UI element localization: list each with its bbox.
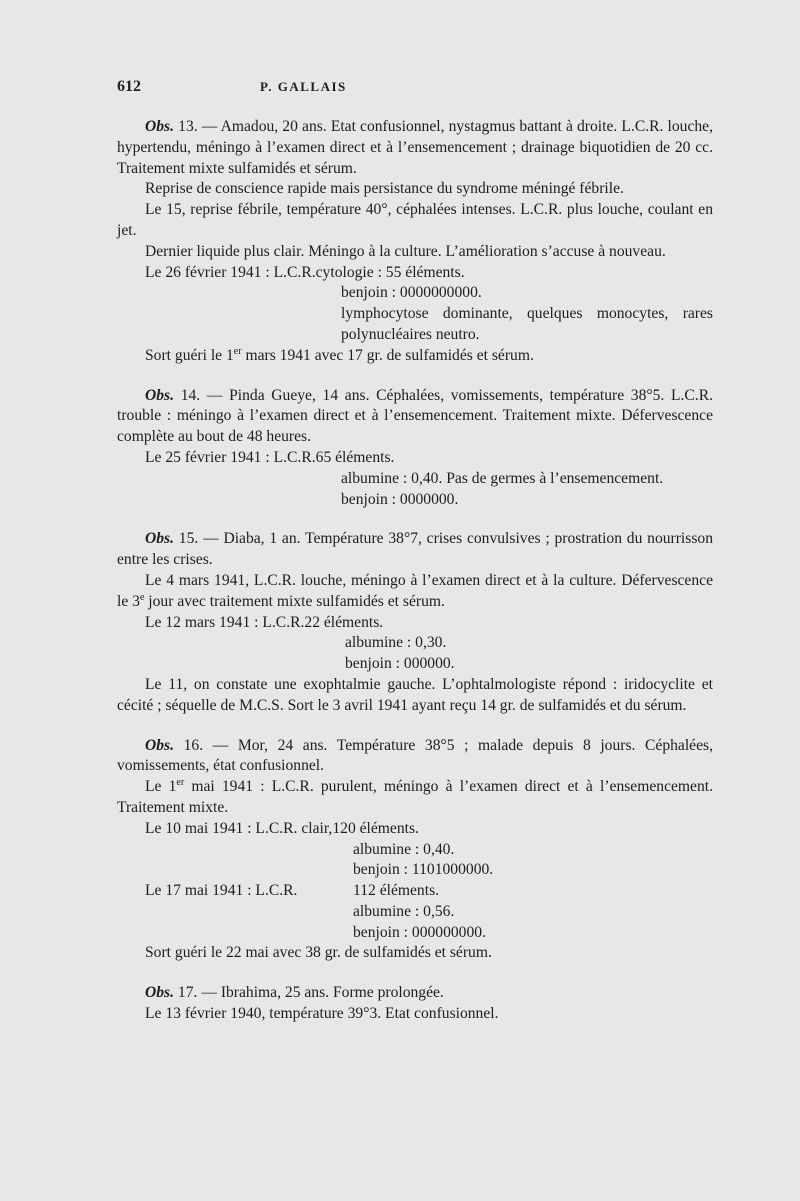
lab-result <box>145 263 713 346</box>
lab-result <box>145 819 713 881</box>
obs-label: Obs. <box>145 118 175 135</box>
paragraph: Le 11, on constate une exophtalmie gauche. L’ophtalmologiste répond : iridocyclite et cécité ; séquelle de M.C.S. Sort le 3 avril 1941 ayant reçu 14 gr. de sulfamidés et du sérum. <box>117 675 713 714</box>
paragraph <box>117 983 713 1004</box>
lab-value: albumine : 0,56. <box>353 902 455 920</box>
observation-13 <box>117 117 713 367</box>
paragraph <box>117 117 713 179</box>
paragraph-text: 15. — Diaba, 1 an. Température 38°7, crises convulsives ; prostration du nourrisson entre les crises. <box>117 530 713 569</box>
page-number: 612 <box>117 78 141 95</box>
paragraph-text: 16. — Mor, 24 ans. Température 38°5 ; malade depuis 8 jours. Céphalées, vomissements, état confusionnel. <box>117 736 713 775</box>
lab-value: benjoin : 0000000. <box>341 490 459 508</box>
lab-value: 22 éléments. <box>304 613 384 631</box>
lab-value: lymphocytose dominante, quelques monocytes, rares polynucléaires neutro. <box>341 305 713 343</box>
paragraph <box>117 777 713 819</box>
lab-value: albumine : 0,40. Pas de germes à l’ensemencement. <box>341 469 664 487</box>
lab-value: benjoin : 000000000. <box>353 923 486 941</box>
observation-16 <box>117 736 713 965</box>
lab-value: 65 éléments. <box>315 448 395 466</box>
lab-date: Le 26 février 1941 : L.C.R. <box>145 263 316 281</box>
paragraph <box>117 529 713 571</box>
lab-date: Le 25 février 1941 : L.C.R. <box>145 448 316 466</box>
obs-label: Obs. <box>145 386 175 404</box>
lab-value: benjoin : 0000000000. <box>341 284 482 302</box>
lab-value: benjoin : 000000. <box>345 655 455 673</box>
paragraph: Le 15, reprise fébrile, température 40°, céphalées intenses. L.C.R. plus louche, coulant en jet. <box>117 201 713 239</box>
paragraph: Reprise de conscience rapide mais persistance du syndrome méningé fébrile. <box>145 180 624 198</box>
paragraph-text: Le 1 <box>145 778 177 796</box>
lab-value: 112 éléments. <box>353 882 440 900</box>
paragraph <box>117 386 713 448</box>
paragraph-text: 14. — Pinda Gueye, 14 ans. Céphalées, vomissements, température 38°5. L.C.R. trouble : méningo à l’examen direct et à l’ensemencement. Traitement mixte. Défervescence complète au bout de 48 heures. <box>117 386 713 446</box>
lab-result <box>145 448 713 510</box>
paragraph-text: jour avec traitement mixte sulfamidés et sérum. <box>144 592 445 610</box>
observation-15 <box>117 529 713 716</box>
observation-14 <box>117 386 713 511</box>
lab-value: albumine : 0,40. <box>353 840 455 858</box>
paragraph-text: mars 1941 avec 17 gr. de sulfamidés et sérum. <box>241 346 534 364</box>
page-header <box>117 78 717 98</box>
lab-value: cytologie : 55 éléments. <box>315 263 465 281</box>
lab-value: benjoin : 1101000000. <box>353 861 494 879</box>
paragraph <box>117 346 713 367</box>
running-author: P. GALLAIS <box>260 79 347 94</box>
page-body <box>117 117 713 1044</box>
lab-value: albumine : 0,30. <box>345 634 447 652</box>
superscript: e <box>139 591 145 603</box>
obs-label: Obs. <box>145 736 175 754</box>
paragraph: Sort guéri le 22 mai avec 38 gr. de sulfamidés et sérum. <box>145 944 492 962</box>
lab-date: Le 12 mars 1941 : L.C.R. <box>145 613 305 631</box>
obs-label: Obs. <box>145 984 175 1002</box>
paragraph-text: mai 1941 : L.C.R. purulent, méningo à l’examen direct et à l’ensemencement. Traitement mixte. <box>117 778 713 816</box>
observation-17 <box>117 983 713 1025</box>
paragraph <box>117 571 713 613</box>
paragraph-text: Sort guéri le 1 <box>145 346 234 364</box>
superscript: er <box>176 776 185 788</box>
paragraph: Le 13 février 1940, température 39°3. Etat confusionnel. <box>145 1005 499 1023</box>
paragraph: Dernier liquide plus clair. Méningo à la culture. L’amélioration s’accuse à nouveau. <box>145 242 666 260</box>
paragraph-text: 17. — Ibrahima, 25 ans. Forme prolongée. <box>174 984 444 1002</box>
superscript: er <box>233 345 242 357</box>
lab-value: 120 éléments. <box>332 819 419 837</box>
paragraph-text: 13. — Amadou, 20 ans. Etat confusionnel, nystagmus battant à droite. L.C.R. louche, hypertendu, méningo à l’examen direct et à l’ensemencement ; drainage biquotidien de 20 cc. Traitement mixte sulfamidés et sérum. <box>117 118 713 177</box>
obs-label: Obs. <box>145 530 175 548</box>
lab-date: Le 10 mai 1941 : L.C.R. clair, <box>145 819 333 837</box>
lab-date: Le 17 mai 1941 : L.C.R. <box>145 882 298 900</box>
paragraph <box>117 736 713 778</box>
lab-result <box>145 881 713 943</box>
lab-result <box>145 613 713 675</box>
paragraph-text: Le 4 mars 1941, L.C.R. louche, méningo à l’examen direct et à la culture. Défervescence le 3 <box>117 571 713 610</box>
